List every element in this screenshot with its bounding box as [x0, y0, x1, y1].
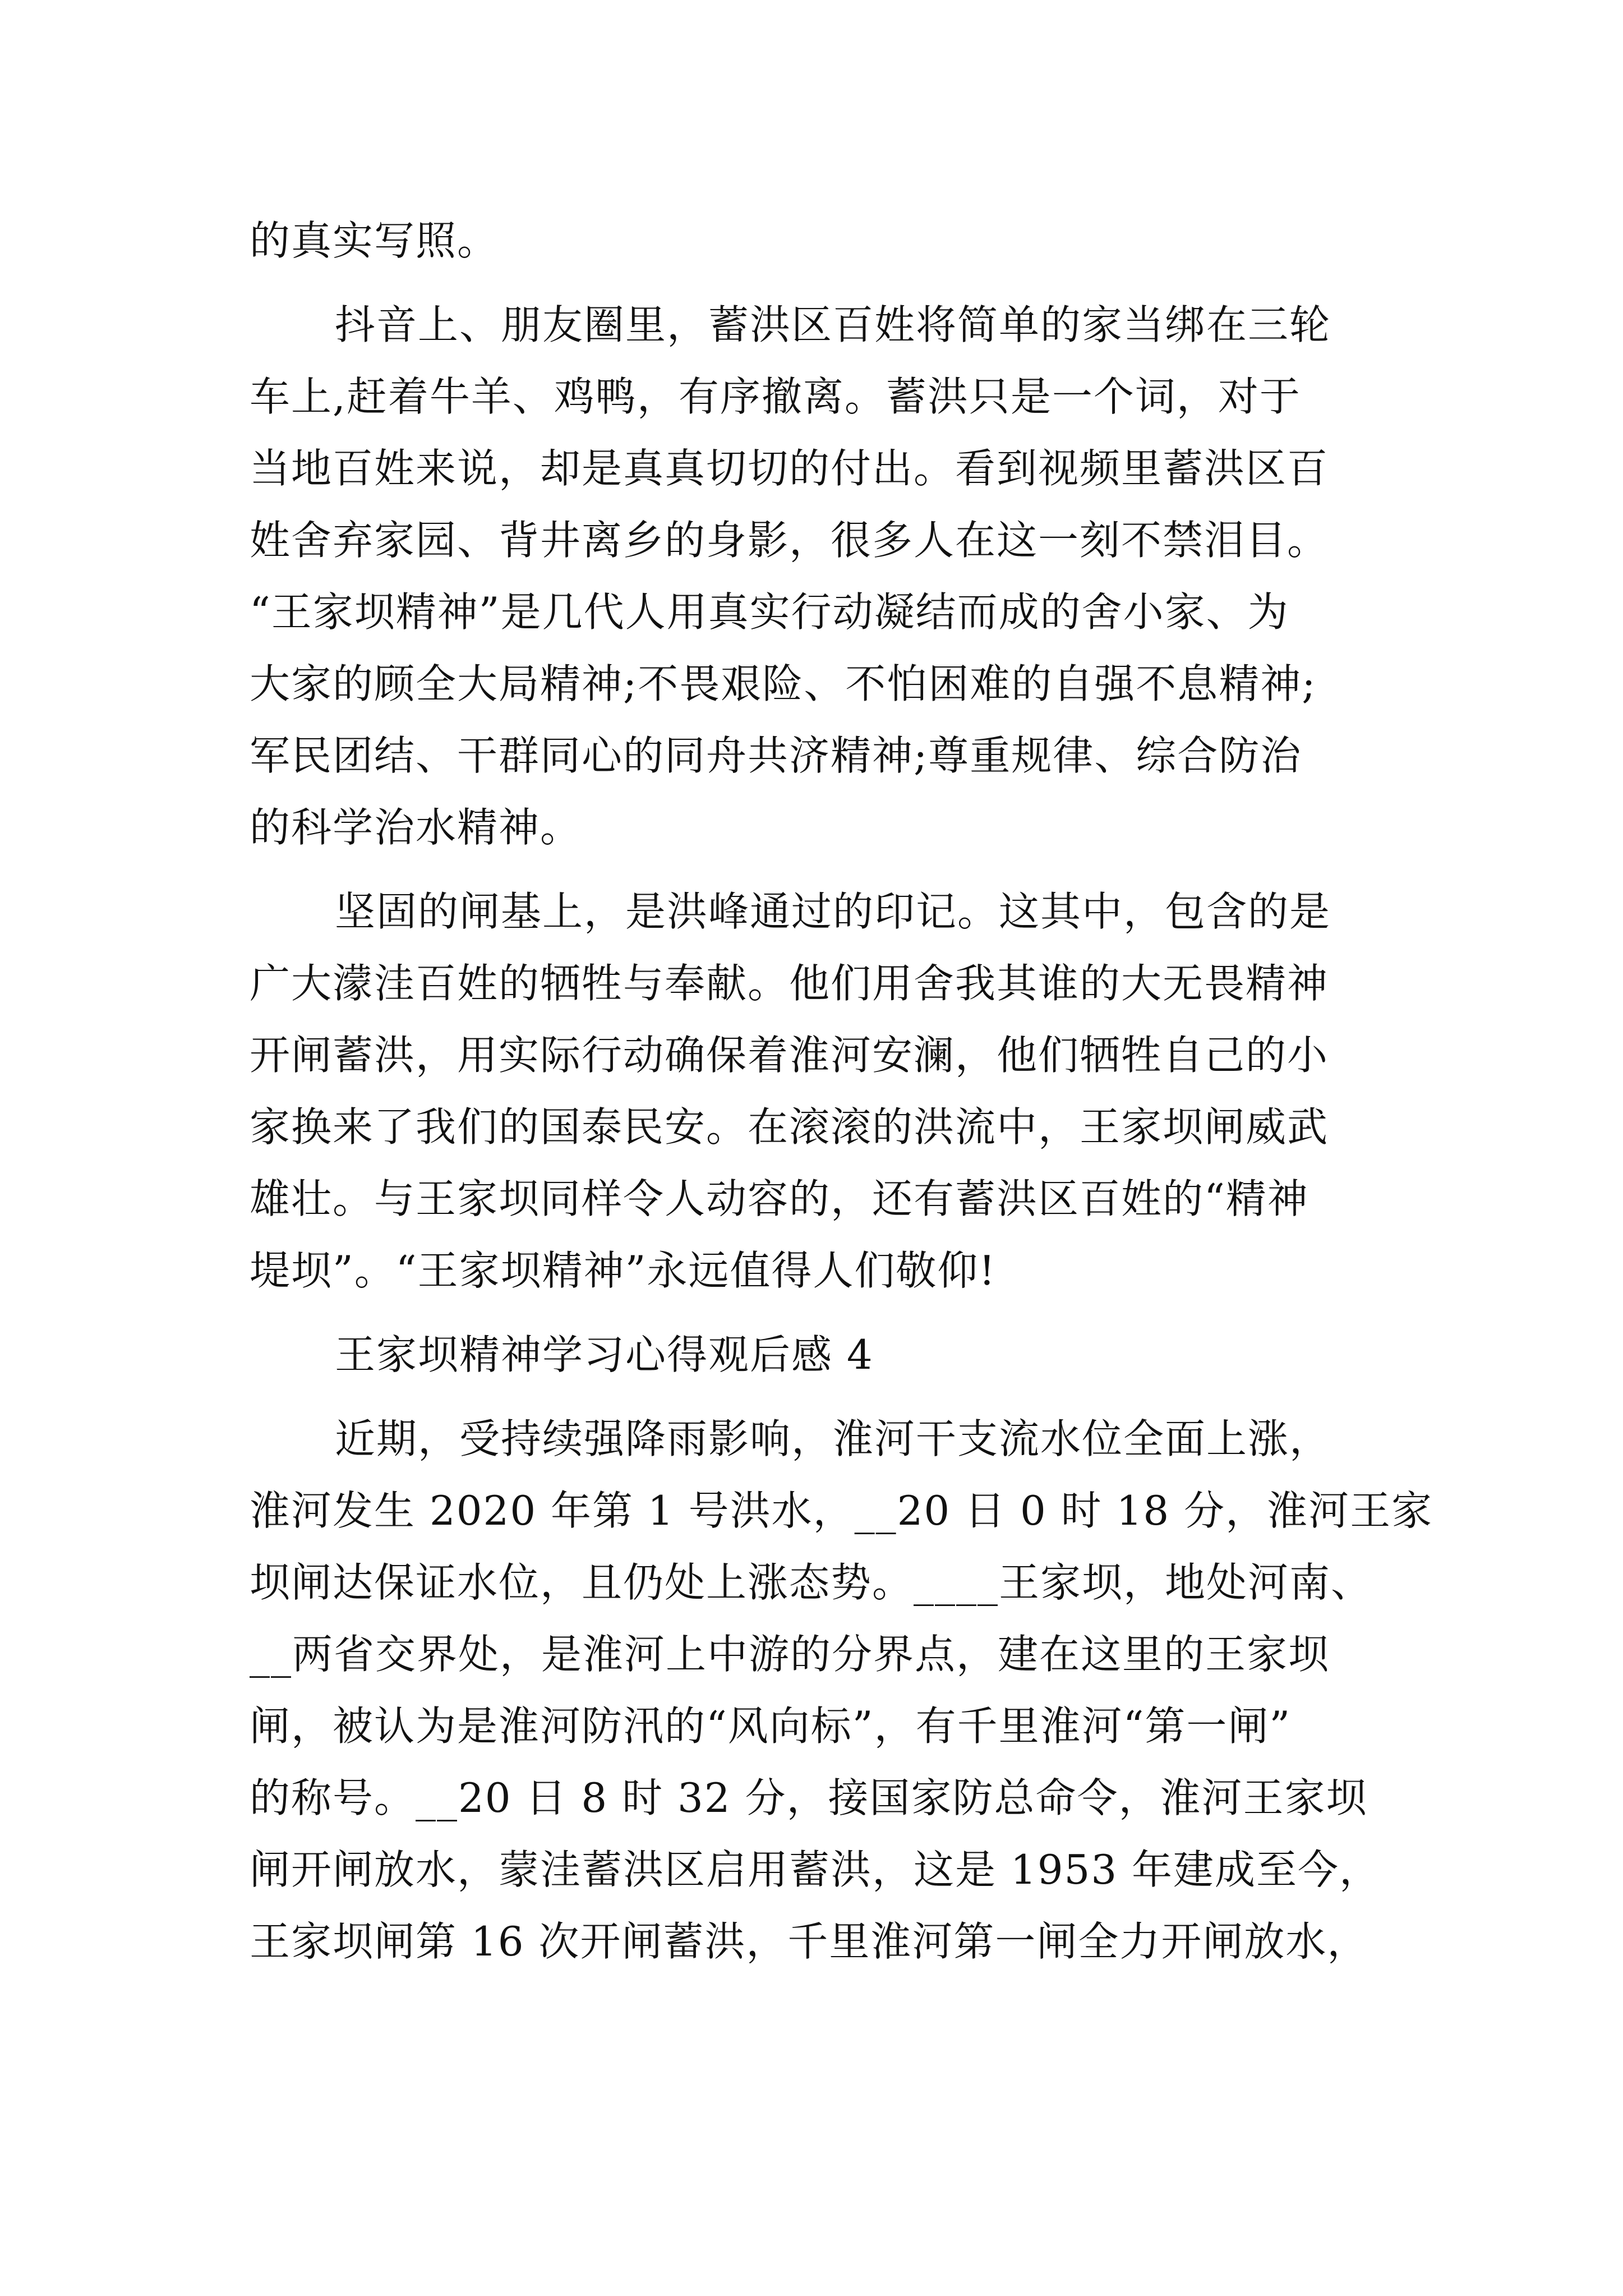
- text-line: 的科学治水精神。: [250, 804, 582, 851]
- text-line: __两省交界处，是淮河上中游的分界点，建在这里的王家坝: [250, 1631, 1330, 1678]
- text-line: 开闸蓄洪，用实际行动确保着淮河安澜，他们牺牲自己的小: [250, 1032, 1329, 1079]
- paragraph-first-line: 坚固的闸基上，是洪峰通过的印记。这其中，包含的是: [335, 888, 1331, 935]
- text-line: 广大濛洼百姓的牺牲与奉献。他们用舍我其谁的大无畏精神: [250, 960, 1329, 1007]
- text-line: 淮河发生 2020 年第 1 号洪水，__20 日 0 时 18 分，淮河王家: [250, 1487, 1433, 1534]
- text-line: 王家坝闸第 16 次开闸蓄洪，千里淮河第一闸全力开闸放水，: [250, 1918, 1369, 1965]
- paragraph-first-line: 近期，受持续强降雨影响，淮河干支流水位全面上涨，: [335, 1415, 1331, 1462]
- text-line: 姓舍弃家园、背井离乡的身影，很多人在这一刻不禁泪目。: [250, 517, 1329, 564]
- text-line: 雄壮。与王家坝同样令人动容的，还有蓄洪区百姓的“精神: [250, 1175, 1309, 1222]
- text-line: 闸开闸放水，蒙洼蓄洪区启用蓄洪，这是 1953 年建成至今，: [250, 1846, 1381, 1893]
- text-line: 军民团结、干群同心的同舟共济精神;尊重规律、综合防治: [250, 732, 1302, 779]
- text-line: 闸，被认为是淮河防汛的“风向标”，有千里淮河“第一闸”: [250, 1703, 1292, 1750]
- text-line: 车上,赶着牛羊、鸡鸭，有序撤离。蓄洪只是一个词，对于: [250, 373, 1301, 420]
- text-line: 堤坝”。“王家坝精神”永远值得人们敬仰!: [250, 1247, 997, 1294]
- paragraph-gap: [250, 863, 1388, 876]
- paragraph-first-line: 抖音上、朋友圈里，蓄洪区百姓将简单的家当绑在三轮: [335, 301, 1331, 348]
- document-body: [250, 205, 1433, 1977]
- text-line: 坝闸达保证水位，且仍处上涨态势。____王家坝，地处河南、: [250, 1559, 1373, 1606]
- paragraph-gap: [250, 1306, 1388, 1319]
- paragraph-gap: [250, 1391, 1388, 1403]
- text-line: “王家坝精神”是几代人用真实行动凝结而成的舍小家、为: [250, 588, 1289, 636]
- paragraph-first-line: 王家坝精神学习心得观后感 4: [335, 1331, 874, 1378]
- text-line: 家换来了我们的国泰民安。在滚滚的洪流中，王家坝闸威武: [250, 1103, 1329, 1151]
- text-line: 大家的顾全大局精神;不畏艰险、不怕困难的自强不息精神;: [250, 660, 1317, 707]
- text-line: 的称号。__20 日 8 时 32 分，接国家防总命令，淮河王家坝: [250, 1774, 1368, 1821]
- text-line: 当地百姓来说，却是真真切切的付出。看到视频里蓄洪区百: [250, 445, 1329, 492]
- text-line: 的真实写照。: [250, 217, 499, 264]
- paragraph-gap: [250, 277, 1388, 289]
